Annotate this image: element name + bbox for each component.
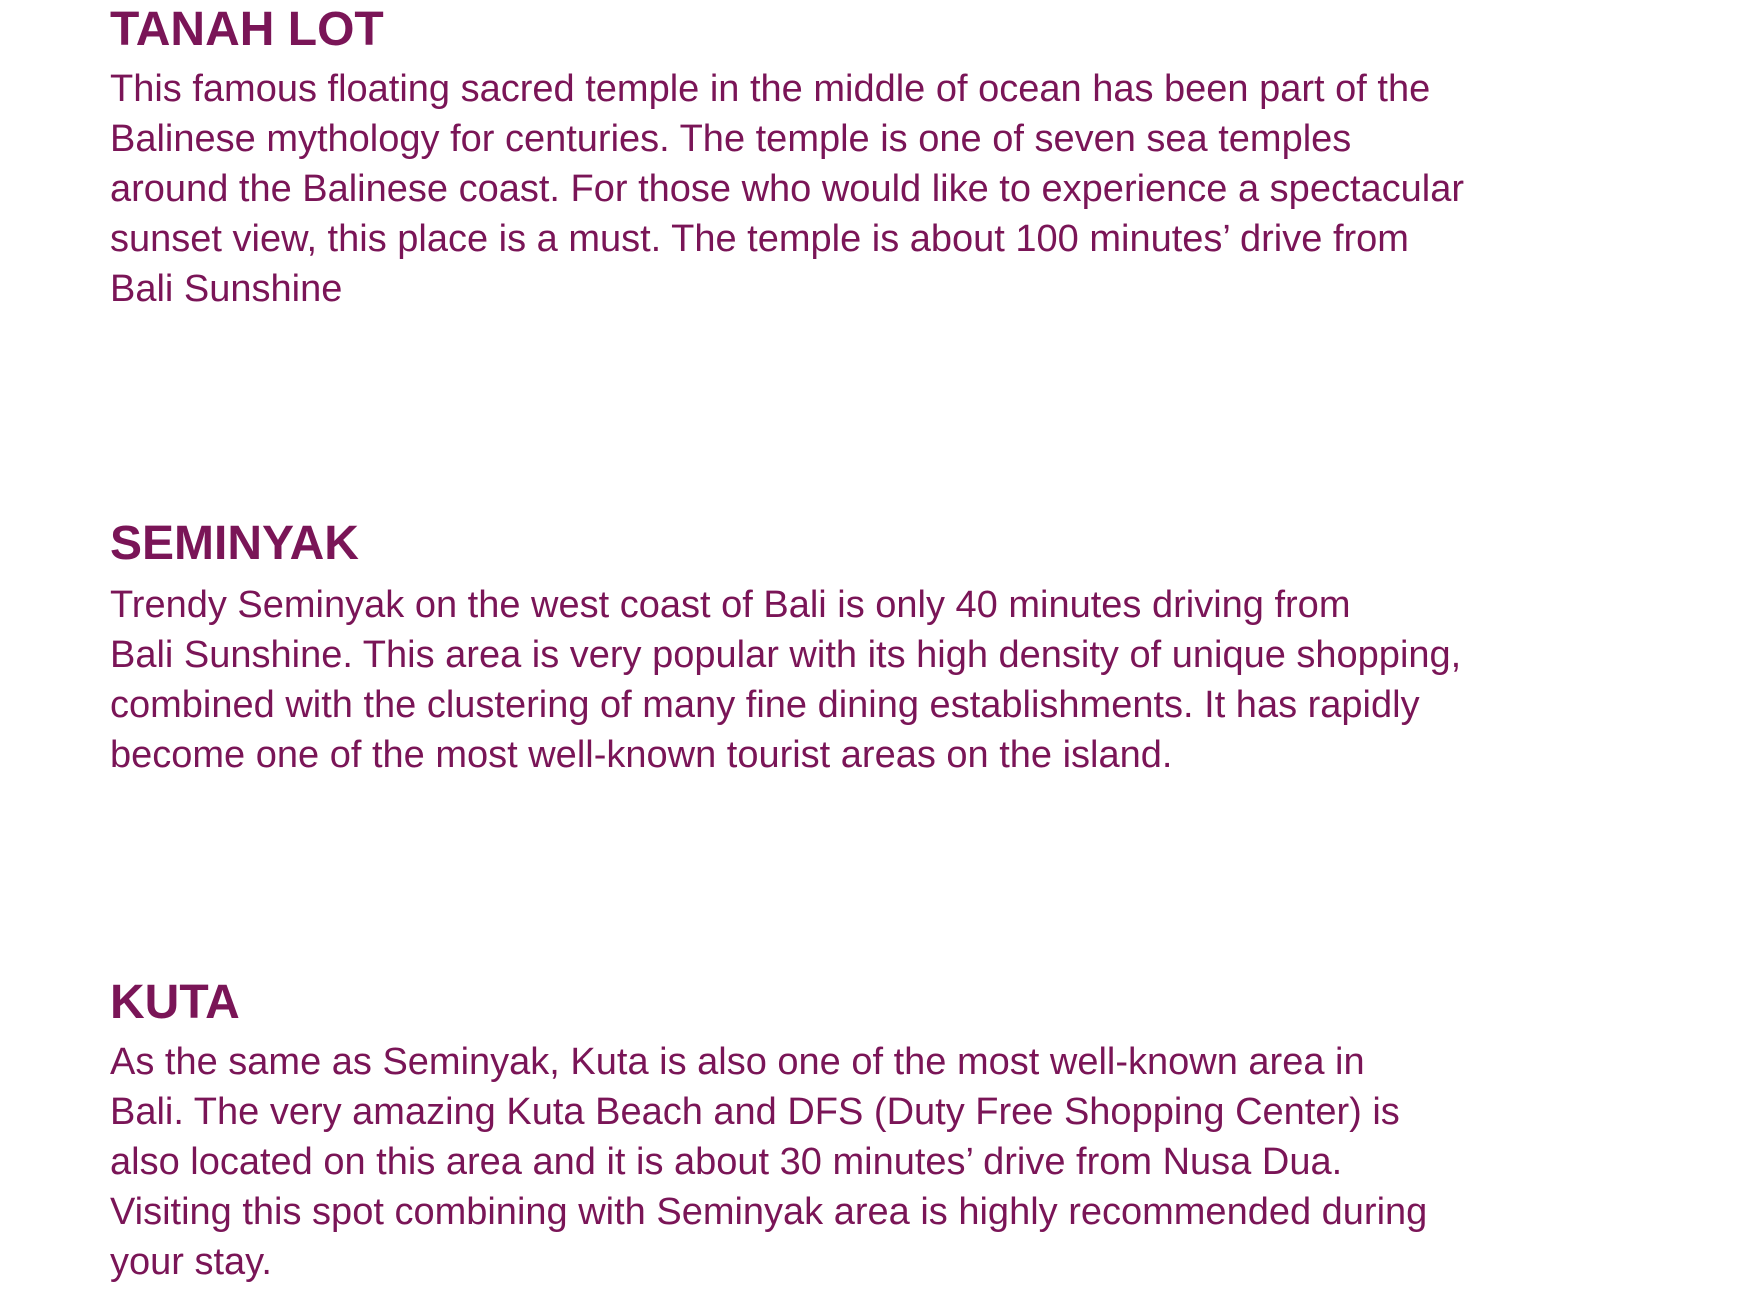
- body-line: This famous floating sacred temple in the middle of ocean has been part of the: [110, 68, 1431, 110]
- body-line: sunset view, this place is a must. The temple is about 100 minutes’ drive from: [110, 218, 1409, 260]
- body-line: Balinese mythology for centuries. The temple is one of seven sea temples: [110, 118, 1352, 160]
- body-line: your stay.: [110, 1241, 272, 1283]
- section-body: [110, 580, 1610, 780]
- body-line: combined with the clustering of many fine dining establishments. It has rapidly: [110, 684, 1420, 726]
- section-title: KUTA: [110, 976, 240, 1029]
- section-body: [110, 64, 1610, 314]
- section-kuta: [110, 975, 1610, 1287]
- body-line: also located on this area and it is about 30 minutes’ drive from Nusa Dua.: [110, 1141, 1343, 1183]
- section-title: SEMINYAK: [110, 517, 359, 570]
- section-seminyak: [110, 516, 1610, 780]
- body-line: Visiting this spot combining with Seminyak area is highly recommended during: [110, 1191, 1428, 1233]
- body-line: Trendy Seminyak on the west coast of Bali is only 40 minutes driving from: [110, 584, 1351, 626]
- body-line: As the same as Seminyak, Kuta is also one of the most well-known area in: [110, 1041, 1365, 1083]
- body-line: Bali. The very amazing Kuta Beach and DFS (Duty Free Shopping Center) is: [110, 1091, 1400, 1133]
- section-body: [110, 1037, 1610, 1287]
- body-line: Bali Sunshine: [110, 268, 343, 310]
- body-line: become one of the most well-known tourist areas on the island.: [110, 734, 1173, 776]
- body-line: Bali Sunshine. This area is very popular with its high density of unique shopping,: [110, 634, 1462, 676]
- section-title: TANAH LOT: [110, 3, 384, 56]
- section-tanah-lot: [110, 2, 1610, 314]
- body-line: around the Balinese coast. For those who would like to experience a spectacular: [110, 168, 1465, 210]
